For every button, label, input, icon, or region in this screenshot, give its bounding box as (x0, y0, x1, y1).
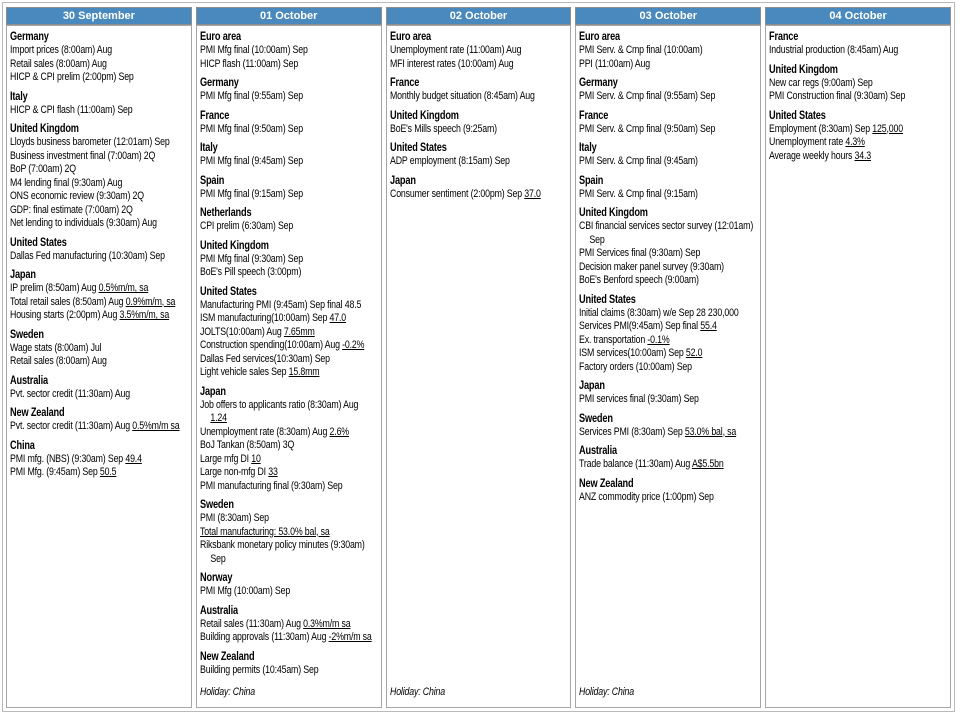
event-text: CPI prelim (6:30am) Sep (199, 220, 293, 232)
event-line (579, 361, 760, 375)
event-text: MFI interest rates (10:00am) Aug (389, 57, 514, 70)
event-text: Total retail sales (8:50am) Aug (10, 295, 126, 308)
date-header-label: 02 October (449, 10, 508, 22)
country-heading: Japan (579, 380, 606, 392)
country-section (200, 285, 381, 380)
date-header (765, 7, 951, 25)
country-heading: United States (10, 236, 67, 249)
event-line (579, 458, 760, 472)
country-heading: Euro area (199, 31, 241, 43)
event-line (579, 320, 760, 334)
country-section (579, 293, 760, 375)
event-text: Decision maker panel survey (9:30am) (579, 260, 725, 273)
event-text: Job offers to applicants ratio (8:30am) Aug (199, 398, 359, 411)
country-heading: Spain (199, 174, 225, 187)
event-line (390, 123, 571, 137)
event-text: Monthly budget situation (8:45am) Aug (389, 90, 535, 102)
event-text: PMI Construction final (9:30am) Sep (769, 90, 906, 102)
day-column-content (769, 29, 950, 703)
event-value-underlined: 53.0% bal, sa (685, 425, 737, 438)
country-heading: Netherlands (199, 207, 252, 219)
event-text: Dallas Fed services(10:30am) Sep (199, 352, 330, 365)
event-value-underlined: 7.65mm (283, 325, 315, 338)
event-line (390, 90, 571, 104)
event-text: PMI Mfg (10:00am) Sep (199, 585, 290, 597)
event-value-underlined: -0.2% (341, 339, 365, 351)
day-column-content (390, 29, 571, 703)
day-column-body (196, 25, 382, 708)
country-heading: United States (199, 285, 257, 298)
event-text: Ex. transportation (579, 333, 648, 346)
event-line (579, 90, 760, 104)
date-header (386, 7, 572, 25)
event-line (10, 44, 191, 58)
event-line (579, 155, 760, 169)
event-value-underlined: 52.0 (686, 347, 703, 359)
event-value-underlined: 50.5 (99, 466, 117, 478)
event-text: PMI Serv. & Cmp final (9:15am) (579, 187, 699, 200)
event-text: M4 lending final (9:30am) Aug (10, 176, 123, 189)
country-section (769, 30, 950, 58)
country-heading: China (10, 439, 35, 452)
event-line (200, 453, 381, 467)
event-text: Housing starts (2:00pm) Aug (10, 309, 120, 321)
event-text: ONS economic review (9:30am) 2Q (10, 190, 144, 202)
event-text: Unemployment rate (769, 136, 846, 148)
event-text: Retail sales (8:00am) Aug (10, 355, 107, 367)
event-line (769, 77, 950, 91)
event-text: HICP & CPI prelim (2:00pm) Sep (10, 71, 134, 83)
country-section (579, 174, 760, 202)
event-text: PMI Serv. & Cmp final (10:00am) (579, 44, 703, 56)
country-heading: Australia (10, 374, 48, 387)
country-section (579, 141, 760, 169)
country-section (390, 30, 571, 71)
event-line (200, 366, 381, 380)
country-heading: Sweden (579, 412, 614, 425)
country-section (200, 206, 381, 234)
event-value-underlined: A$5.5bn (692, 458, 725, 470)
event-text: JOLTS(10:00am) Aug (199, 325, 284, 338)
event-value-underlined: 0.9%m/m, sa (125, 295, 176, 308)
event-text: BoJ Tankan (8:50am) 3Q (199, 439, 294, 451)
event-text: Factory orders (10:00am) Sep (579, 360, 693, 373)
event-text: Trade balance (11:30am) Aug (579, 458, 693, 470)
event-text: ISM services(10:00am) Sep (579, 347, 687, 359)
country-section (390, 109, 571, 137)
country-heading: New Zealand (579, 477, 634, 490)
event-line (769, 44, 950, 58)
event-line (10, 190, 191, 204)
country-section (200, 604, 381, 645)
event-line (390, 58, 571, 72)
country-section (10, 328, 191, 369)
holiday-note: Holiday: China (389, 685, 445, 698)
event-line (200, 439, 381, 453)
event-line (579, 347, 760, 361)
country-section (200, 109, 381, 137)
event-text: IP prelim (8:50am) Aug (10, 282, 99, 294)
country-section (10, 90, 191, 118)
event-text: Unemployment rate (8:30am) Aug (199, 425, 330, 438)
event-line (769, 90, 950, 104)
country-section (10, 439, 191, 480)
event-text: PMI Mfg final (9:45am) Sep (199, 155, 303, 167)
country-heading: Germany (10, 31, 49, 43)
event-line (10, 71, 191, 85)
event-text: Unemployment rate (11:00am) Aug (389, 44, 521, 56)
event-text: PMI Services final (9:30am) Sep (579, 247, 701, 259)
event-text: PMI Mfg final (10:00am) Sep (199, 44, 308, 56)
country-heading: Spain (579, 174, 604, 187)
country-heading: United Kingdom (579, 207, 649, 219)
event-text: Lloyds business barometer (12:01am) Sep (10, 136, 170, 148)
event-text: HICP flash (11:00am) Sep (199, 57, 298, 70)
country-heading: Norway (199, 572, 233, 584)
event-line (579, 274, 760, 288)
day-column-content (10, 29, 191, 703)
event-line (579, 58, 760, 72)
country-section (390, 76, 571, 104)
country-heading: Sweden (10, 328, 44, 341)
event-line (200, 353, 381, 367)
event-line (200, 326, 381, 340)
event-text: BoE's Pill speech (3:00pm) (199, 266, 302, 278)
country-heading: France (199, 109, 230, 122)
event-line (579, 261, 760, 275)
country-section (10, 236, 191, 264)
event-value-underlined: 10 (251, 452, 261, 465)
country-section (579, 379, 760, 407)
event-value-underlined: -0.1% (647, 333, 670, 346)
event-text: PMI manufacturing final (9:30am) Sep (199, 479, 343, 492)
event-text: CBI financial services sector survey (12:01am) Sep (579, 220, 754, 246)
country-section (579, 109, 760, 137)
event-value-underlined: 0.3%m/m sa (302, 617, 351, 630)
date-header-label: 01 October (259, 10, 318, 22)
event-text: Employment (8:30am) Sep (769, 122, 873, 135)
country-section (579, 444, 760, 472)
country-heading: New Zealand (199, 650, 255, 663)
event-line (200, 155, 381, 169)
event-value-underlined: 3.5%m/m, sa (119, 309, 170, 321)
event-line (10, 420, 191, 434)
event-line (10, 204, 191, 218)
event-line (769, 136, 950, 150)
event-text: Dallas Fed manufacturing (10:30am) Sep (10, 249, 165, 262)
event-text: PMI Mfg final (9:55am) Sep (199, 90, 303, 102)
event-text: PMI Mfg final (9:50am) Sep (199, 122, 303, 135)
event-text: PMI Mfg. (9:45am) Sep (10, 466, 100, 478)
country-section (10, 30, 191, 85)
event-text: Large non-mfg DI (199, 466, 269, 478)
event-value-underlined: 49.4 (125, 452, 142, 465)
event-line (579, 491, 760, 505)
event-line (390, 155, 571, 169)
event-line (200, 539, 381, 566)
country-heading: Euro area (389, 31, 431, 43)
event-line (579, 393, 760, 407)
country-heading: New Zealand (10, 407, 65, 419)
date-header (575, 7, 761, 25)
event-line (200, 631, 381, 645)
day-column-content (579, 29, 760, 703)
event-line (10, 355, 191, 369)
event-line (769, 150, 950, 164)
country-heading: United States (769, 109, 826, 122)
event-line (10, 342, 191, 356)
event-text: HICP & CPI flash (11:00am) Sep (10, 103, 133, 116)
event-line (200, 664, 381, 678)
event-text: New car regs (9:00am) Sep (769, 76, 873, 89)
event-line (200, 399, 381, 426)
country-heading: United Kingdom (10, 123, 79, 135)
event-line (10, 136, 191, 150)
day-column (196, 7, 382, 708)
event-text: Pvt. sector credit (11:30am) Aug (10, 420, 133, 432)
event-line (200, 123, 381, 137)
event-text: BoE's Mills speech (9:25am) (389, 122, 497, 135)
event-line (390, 44, 571, 58)
country-heading: Italy (10, 90, 28, 103)
event-line (200, 312, 381, 326)
event-line (579, 188, 760, 202)
day-column (386, 7, 572, 708)
event-text: Large mfg DI (199, 452, 252, 465)
event-text: Business investment final (7:00am) 2Q (10, 149, 156, 162)
event-line (10, 453, 191, 467)
event-line (579, 220, 760, 247)
country-section (10, 268, 191, 323)
event-line (10, 163, 191, 177)
holiday-note: Holiday: China (199, 685, 255, 698)
country-heading: United Kingdom (769, 63, 838, 76)
event-line (769, 123, 950, 137)
country-section (200, 498, 381, 566)
country-heading: Japan (10, 269, 36, 281)
event-text: Construction spending(10:00am) Aug (199, 339, 342, 351)
date-header-label: 03 October (639, 10, 698, 22)
country-heading: France (769, 31, 799, 43)
event-text: Services PMI (8:30am) Sep (579, 425, 686, 438)
event-text: BoP (7:00am) 2Q (10, 163, 76, 175)
event-text: PMI Mfg final (9:30am) Sep (199, 252, 303, 265)
country-section (10, 122, 191, 231)
event-line (200, 618, 381, 632)
day-column-body (6, 25, 192, 708)
country-section (200, 571, 381, 599)
event-text: Average weekly hours (769, 149, 855, 162)
event-line (10, 296, 191, 310)
event-line (200, 480, 381, 494)
event-line (579, 426, 760, 440)
event-value-underlined: 125,000 (872, 122, 904, 135)
country-heading: United Kingdom (389, 109, 459, 122)
event-line (390, 188, 571, 202)
event-text: ISM manufacturing(10:00am) Sep (199, 312, 330, 324)
country-section (390, 141, 571, 169)
day-column (765, 7, 951, 708)
event-text: PMI (8:30am) Sep (199, 512, 269, 524)
event-line (10, 150, 191, 164)
date-header-label: 30 September (62, 10, 135, 22)
country-section (579, 206, 760, 288)
event-line (10, 388, 191, 402)
event-text: Net lending to individuals (9:30am) Aug (10, 217, 157, 229)
country-section (579, 412, 760, 440)
country-section (200, 141, 381, 169)
event-line (200, 466, 381, 480)
event-line (10, 104, 191, 118)
event-line (579, 247, 760, 261)
event-line (200, 266, 381, 280)
country-heading: Euro area (579, 31, 621, 43)
event-value-underlined: Total manufacturing: 53.0% bal, sa (199, 525, 330, 538)
event-value-underlined: -2%m/m sa (328, 631, 372, 643)
event-value-underlined: 1.24 (210, 412, 227, 424)
event-text: PMI Serv. & Cmp final (9:45am) (579, 155, 699, 167)
event-text: Retail sales (11:30am) Aug (199, 617, 303, 630)
country-heading: Italy (199, 142, 218, 154)
event-value-underlined: 55.4 (700, 320, 718, 332)
country-heading: Japan (389, 174, 416, 187)
country-heading: Japan (199, 385, 226, 398)
country-heading: Sweden (199, 499, 234, 511)
event-text: PMI services final (9:30am) Sep (579, 393, 700, 405)
country-heading: Australia (579, 445, 618, 457)
event-line (200, 90, 381, 104)
event-text: PMI Mfg final (9:15am) Sep (199, 187, 303, 200)
event-line (579, 123, 760, 137)
country-heading: United Kingdom (199, 239, 269, 252)
date-header (196, 7, 382, 25)
event-line (200, 526, 381, 540)
day-column-content (200, 29, 381, 703)
event-value-underlined: 4.3% (845, 136, 865, 148)
event-line (10, 58, 191, 72)
country-heading: Italy (579, 142, 598, 154)
event-text: PPI (11:00am) Aug (579, 57, 651, 70)
date-header-label: 04 October (829, 10, 887, 22)
event-line (10, 250, 191, 264)
event-text: PMI Serv. & Cmp final (9:55am) Sep (579, 90, 716, 102)
event-text: ANZ commodity price (1:00pm) Sep (579, 490, 715, 503)
event-line (200, 44, 381, 58)
country-section (579, 477, 760, 505)
event-line (200, 512, 381, 526)
event-value-underlined: 15.8mm (288, 366, 320, 378)
event-line (200, 299, 381, 313)
country-heading: Australia (199, 604, 238, 617)
event-text: Wage stats (8:00am) Jul (10, 341, 102, 354)
event-line (200, 188, 381, 202)
event-text: Light vehicle sales Sep (199, 366, 289, 378)
country-heading: France (579, 109, 609, 122)
country-section (200, 650, 381, 678)
event-value-underlined: 47.0 (329, 312, 346, 324)
event-text: Building approvals (11:30am) Aug (199, 631, 329, 643)
holiday-note: Holiday: China (579, 685, 635, 698)
country-heading: Germany (579, 77, 619, 89)
event-text: Building permits (10:45am) Sep (199, 663, 319, 676)
event-line (10, 309, 191, 323)
event-line (200, 426, 381, 440)
country-section (10, 374, 191, 402)
event-text: Manufacturing PMI (9:45am) Sep final 48.5 (199, 298, 362, 311)
event-text: Services PMI(9:45am) Sep final (579, 320, 701, 332)
event-line (200, 253, 381, 267)
economic-calendar-table (2, 2, 955, 712)
event-value-underlined: 0.5%m/m, sa (98, 282, 149, 294)
event-text: Import prices (8:00am) Aug (10, 44, 112, 56)
event-text: PMI Serv. & Cmp final (9:50am) Sep (579, 122, 716, 135)
event-value-underlined: 33 (268, 466, 278, 478)
country-heading: United States (389, 142, 447, 154)
country-heading: France (389, 77, 419, 89)
country-section (769, 63, 950, 104)
day-column (575, 7, 761, 708)
country-section (769, 109, 950, 164)
country-section (200, 30, 381, 71)
day-column-body (575, 25, 761, 708)
event-value-underlined: 0.5%m/m sa (132, 420, 180, 432)
event-value-underlined: 34.3 (854, 149, 872, 162)
country-section (200, 76, 381, 104)
event-text: BoE's Benford speech (9:00am) (579, 274, 700, 286)
country-section (579, 76, 760, 104)
event-text: Retail sales (8:00am) Aug (10, 57, 107, 70)
country-heading: Germany (199, 77, 239, 89)
day-column (6, 7, 192, 708)
event-line (10, 177, 191, 191)
event-line (579, 334, 760, 348)
event-line (200, 220, 381, 234)
country-section (579, 30, 760, 71)
event-line (200, 339, 381, 353)
country-section (10, 406, 191, 434)
day-column-body (386, 25, 572, 708)
event-line (10, 466, 191, 480)
country-heading: United States (579, 293, 637, 306)
country-section (390, 174, 571, 202)
event-line (10, 217, 191, 231)
event-text: Pvt. sector credit (11:30am) Aug (10, 387, 130, 400)
event-text: Industrial production (8:45am) Aug (769, 44, 899, 56)
event-text: Consumer sentiment (2:00pm) Sep (389, 187, 524, 200)
event-text: Riksbank monetary policy minutes (9:30am) Sep (199, 539, 365, 565)
event-text: ADP employment (8:15am) Sep (389, 155, 510, 167)
day-column-body (765, 25, 951, 708)
event-text: PMI mfg. (NBS) (9:30am) Sep (10, 452, 126, 465)
event-line (579, 307, 760, 321)
date-header (6, 7, 192, 25)
country-section (200, 239, 381, 280)
event-line (200, 585, 381, 599)
event-value-underlined: 37.0 (523, 187, 541, 200)
event-line (579, 44, 760, 58)
event-text: GDP: final estimate (7:00am) 2Q (10, 203, 133, 216)
country-section (200, 174, 381, 202)
event-line (200, 58, 381, 72)
event-value-underlined: 2.6% (329, 425, 349, 438)
event-text: Initial claims (8:30am) w/e Sep 28 230,000 (579, 306, 739, 319)
event-line (10, 282, 191, 296)
country-section (200, 385, 381, 494)
